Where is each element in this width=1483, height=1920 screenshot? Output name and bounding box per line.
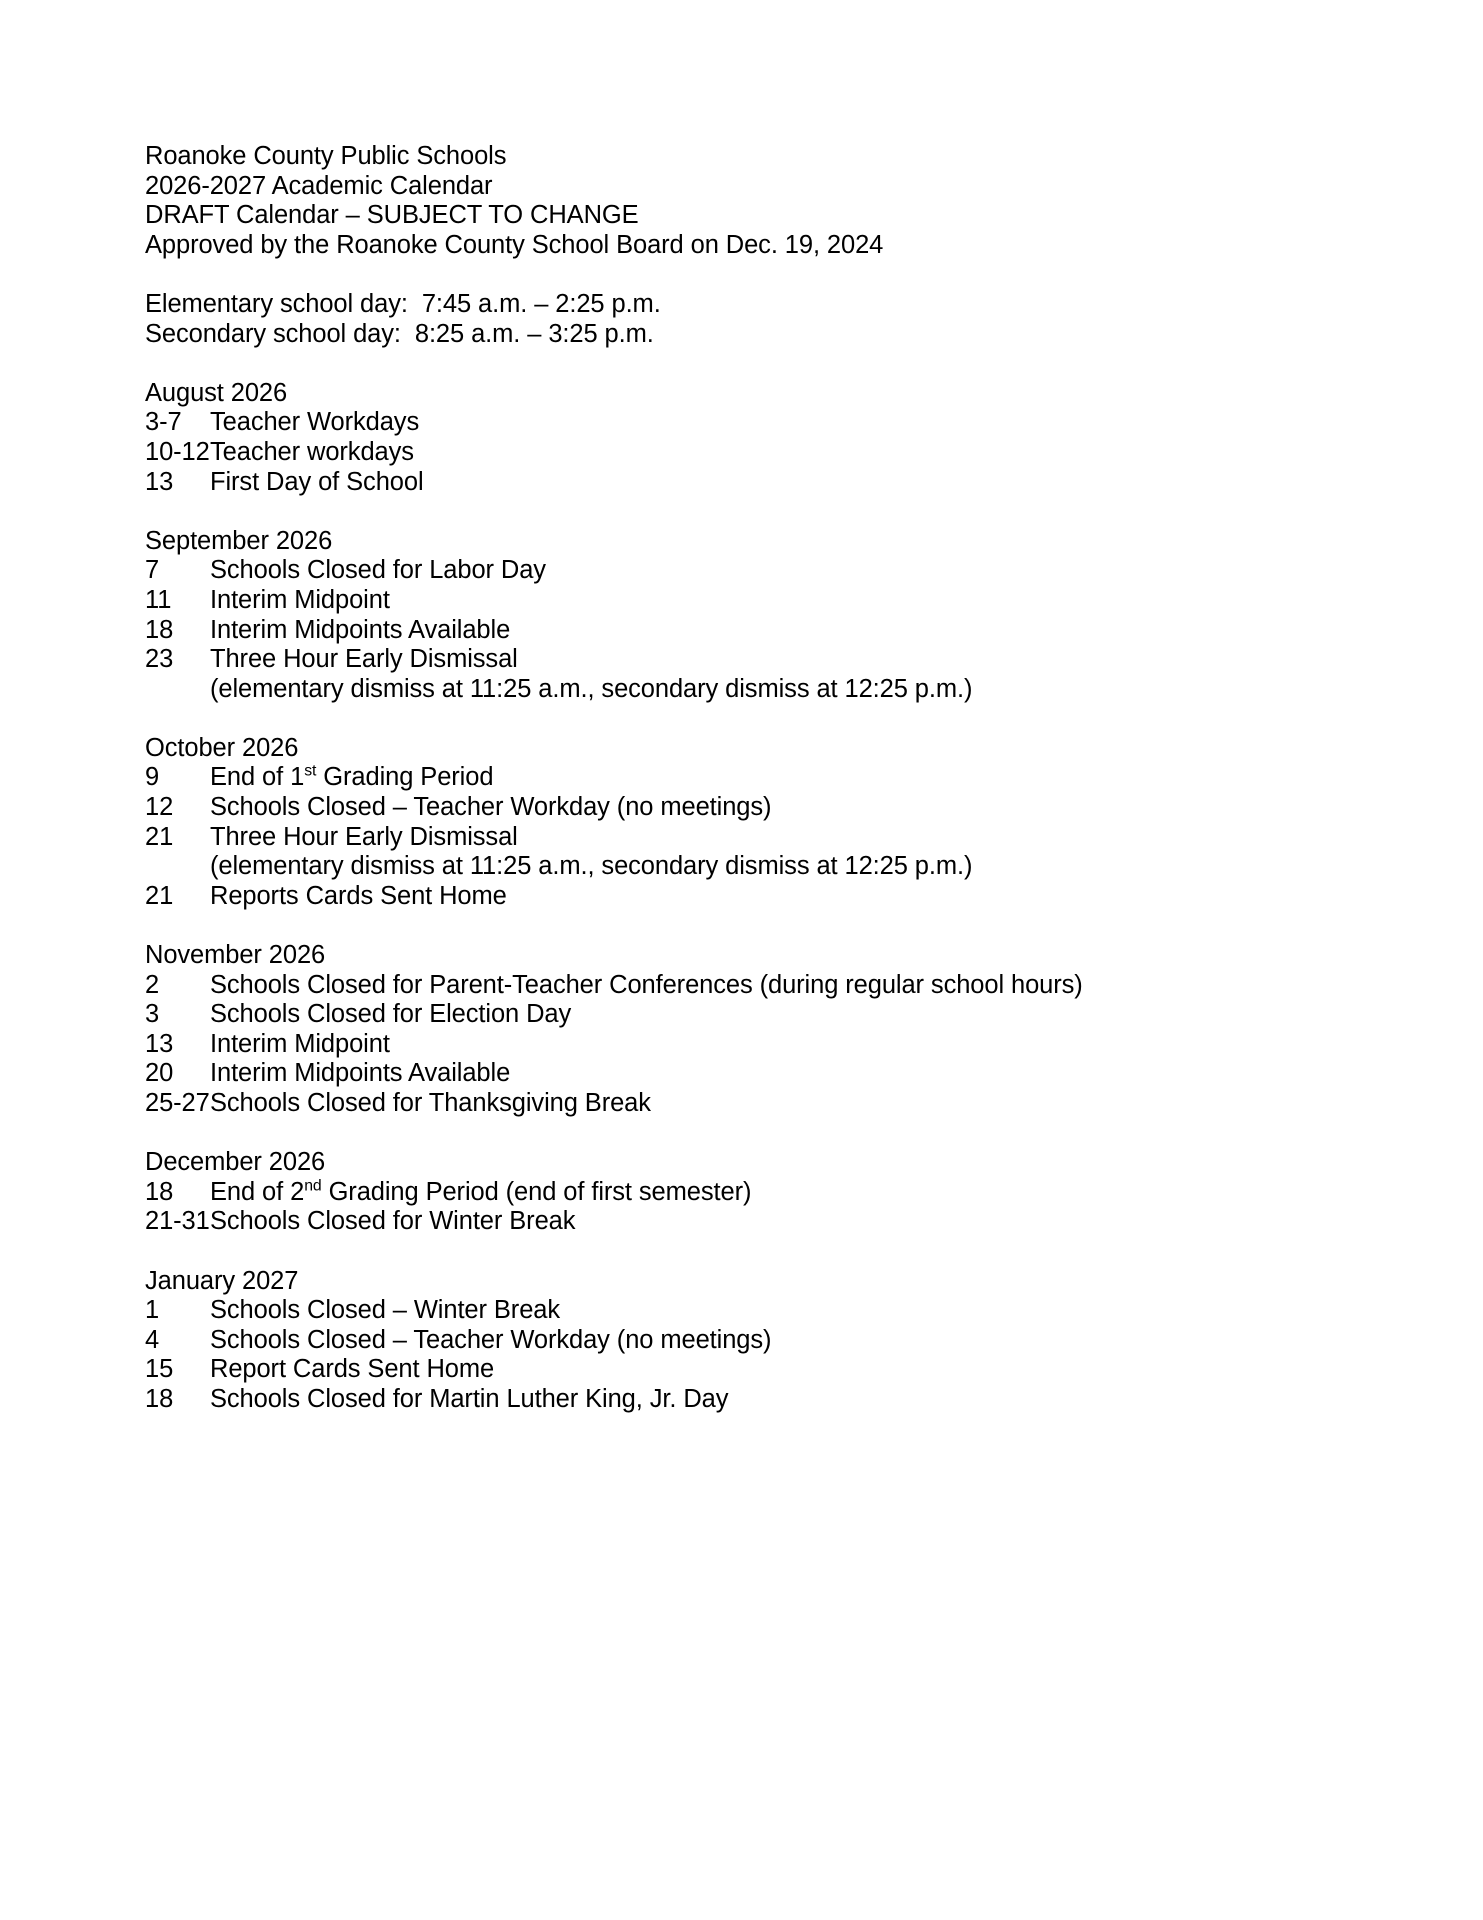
month-spacer (145, 497, 1325, 527)
entry-description-suffix: Grading Period (316, 763, 494, 792)
header-line-calendar-year: 2026-2027 Academic Calendar (145, 171, 493, 200)
calendar-entry (145, 556, 1325, 586)
entry-description: Three Hour Early Dismissal (210, 645, 518, 674)
entry-description: Teacher workdays (210, 437, 414, 466)
entry-date: 18 (145, 1177, 174, 1206)
entry-date: 23 (145, 645, 174, 674)
calendar-entry (145, 1207, 1325, 1237)
calendar-entry (145, 1296, 1325, 1326)
entry-description: Interim Midpoints Available (210, 615, 511, 644)
calendar-entry (145, 1178, 1325, 1208)
entry-date: 25-27 (145, 1089, 210, 1117)
month-heading: September 2026 (145, 526, 333, 555)
entry-description-ordinal-suffix: nd (304, 1177, 322, 1195)
entry-description-ordinal-suffix: st (304, 762, 317, 780)
month-heading: August 2026 (145, 378, 288, 407)
entry-date: 20 (145, 1059, 174, 1088)
month-section (145, 1148, 1325, 1237)
header-spacer (145, 260, 1325, 290)
entry-description: Reports Cards Sent Home (210, 881, 507, 910)
secondary-school-day: Secondary school day: 8:25 a.m. – 3:25 p.m. (145, 319, 654, 348)
month-spacer (145, 704, 1325, 734)
entry-date: 10-12 (145, 437, 210, 466)
school-day-times (145, 290, 1325, 349)
month-section (145, 527, 1325, 705)
entry-description (210, 1178, 1325, 1208)
calendar-entry (145, 438, 1325, 468)
header-line-draft-notice: DRAFT Calendar – SUBJECT TO CHANGE (145, 201, 639, 230)
entry-description-continuation: (elementary dismiss at 11:25 a.m., secondary dismiss at 12:25 p.m.) (210, 674, 973, 703)
entry-date: 21-31 (145, 1207, 210, 1236)
entry-description: Schools Closed – Winter Break (210, 1296, 561, 1325)
calendar-entry (145, 586, 1325, 616)
entry-description-prefix: End of 1 (210, 763, 305, 792)
month-heading: January 2027 (145, 1266, 299, 1295)
calendar-entry (145, 823, 1325, 853)
calendar-entry (145, 1355, 1325, 1385)
entry-date: 21 (145, 822, 174, 851)
month-sections (145, 379, 1325, 1415)
entry-description: Report Cards Sent Home (210, 1355, 495, 1384)
calendar-entry (145, 645, 1325, 675)
entry-date: 13 (145, 1029, 174, 1058)
month-heading: December 2026 (145, 1148, 326, 1177)
header-line-organization: Roanoke County Public Schools (145, 142, 507, 170)
calendar-entry (145, 408, 1325, 438)
month-spacer (145, 1237, 1325, 1267)
entry-description: Teacher Workdays (210, 408, 420, 437)
entry-description: Schools Closed for Election Day (210, 1000, 572, 1029)
entry-description: Interim Midpoints Available (210, 1059, 511, 1088)
school-day-spacer (145, 349, 1325, 379)
entry-date: 3-7 (145, 408, 182, 437)
entry-description: Schools Closed for Labor Day (210, 556, 546, 585)
calendar-document-body (145, 142, 1325, 1415)
calendar-entry (145, 1385, 1325, 1415)
entry-date: 7 (145, 556, 160, 585)
document-header (145, 142, 1325, 260)
entry-date: 1 (145, 1296, 160, 1325)
month-spacer (145, 1119, 1325, 1149)
entry-description: Schools Closed for Parent-Teacher Conferences (during regular school hours) (210, 970, 1083, 999)
header-line-approval: Approved by the Roanoke County School Board on Dec. 19, 2024 (145, 230, 884, 259)
calendar-entry (145, 882, 1325, 912)
entry-description-continuation: (elementary dismiss at 11:25 a.m., secondary dismiss at 12:25 p.m.) (210, 852, 973, 881)
entry-description: First Day of School (210, 467, 424, 496)
entry-date: 9 (145, 763, 160, 792)
entry-description: Three Hour Early Dismissal (210, 822, 518, 851)
entry-description: Interim Midpoint (210, 585, 390, 614)
month-section (145, 1267, 1325, 1415)
entry-description (210, 763, 1325, 793)
entry-date: 18 (145, 615, 174, 644)
month-heading: November 2026 (145, 941, 326, 970)
entry-date: 18 (145, 1384, 174, 1413)
calendar-entry (145, 1000, 1325, 1030)
entry-date: 4 (145, 1325, 160, 1354)
entry-description: Schools Closed – Teacher Workday (no meetings) (210, 1325, 772, 1354)
calendar-entry (145, 793, 1325, 823)
entry-description: Schools Closed for Thanksgiving Break (210, 1089, 651, 1117)
entry-description-prefix: End of 2 (210, 1177, 305, 1206)
entry-description-suffix: Grading Period (end of first semester) (321, 1177, 752, 1206)
calendar-entry (145, 971, 1325, 1001)
entry-date: 2 (145, 970, 160, 999)
month-heading: October 2026 (145, 733, 299, 762)
month-section (145, 379, 1325, 497)
entry-date: 3 (145, 1000, 160, 1029)
calendar-entry (145, 616, 1325, 646)
calendar-entry (145, 1030, 1325, 1060)
calendar-entry (145, 763, 1325, 793)
elementary-school-day: Elementary school day: 7:45 a.m. – 2:25 p.m. (145, 289, 661, 318)
calendar-entry (145, 1326, 1325, 1356)
entry-description: Schools Closed – Teacher Workday (no meetings) (210, 793, 772, 822)
entry-date: 13 (145, 467, 174, 496)
entry-date: 11 (145, 585, 172, 614)
calendar-entry (145, 1059, 1325, 1089)
entry-description: Interim Midpoint (210, 1029, 390, 1058)
calendar-entry (145, 468, 1325, 498)
entry-description: Schools Closed for Winter Break (210, 1207, 576, 1236)
entry-date: 12 (145, 793, 174, 822)
entry-description: Schools Closed for Martin Luther King, Jr. Day (210, 1384, 729, 1413)
entry-date: 15 (145, 1355, 174, 1384)
month-section (145, 734, 1325, 912)
calendar-entry (145, 1089, 1325, 1119)
entry-date: 21 (145, 881, 174, 910)
month-spacer (145, 911, 1325, 941)
month-section (145, 941, 1325, 1119)
